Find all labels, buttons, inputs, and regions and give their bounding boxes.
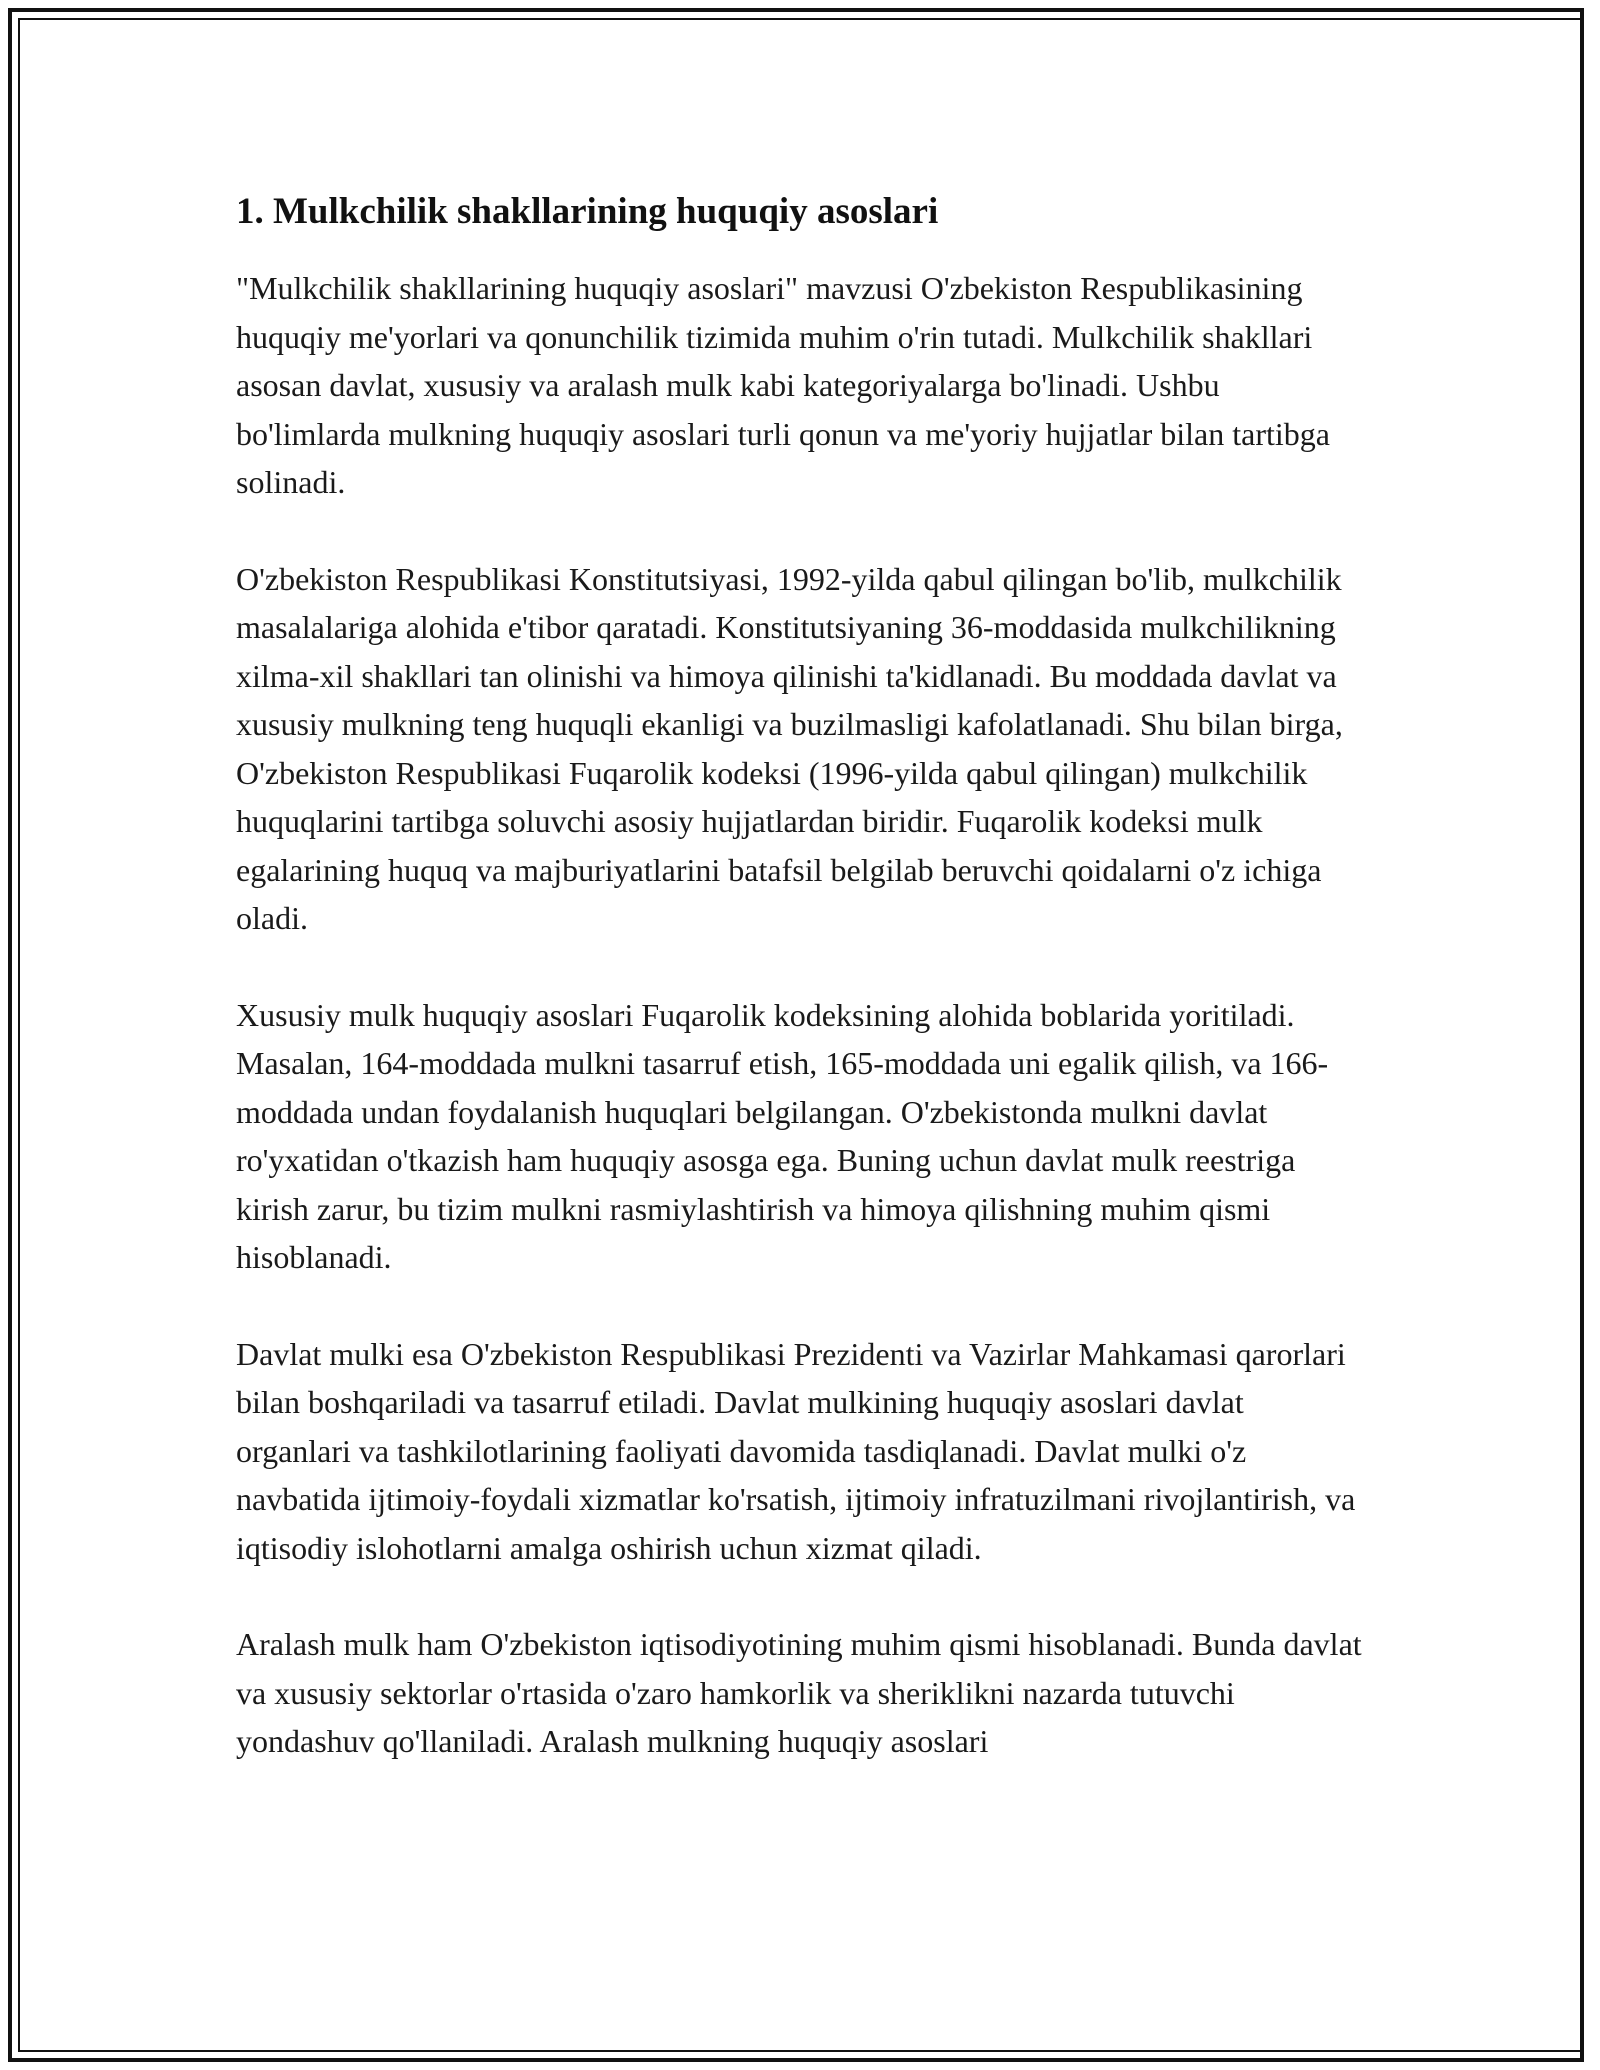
document-body — [236, 186, 1366, 1814]
paragraph-intro: "Mulkchilik shakllarining huquqiy asoslari" mavzusi O'zbekiston Respublikasining huquqiy me'yorlari va qonunchilik tizimida muhim o'rin tutadi. Mulkchilik shakllari asosan davlat, xususiy va aralash mulk kabi kategoriyalarga bo'linadi. Ushbu bo'limlarda mulkning huquqiy asoslari turli qonun va me'yoriy hujjatlar bilan tartibga solinadi. — [236, 270, 1330, 500]
section-heading: 1. Mulkchilik shakllarining huquqiy asoslari — [236, 191, 939, 232]
paragraph-constitution: O'zbekiston Respublikasi Konstitutsiyasi, 1992-yilda qabul qilingan bo'lib, mulkchilik masalalariga alohida e'tibor qaratadi. Konstitutsiyaning 36-moddasida mulkchilikning xilma-xil shakllari tan olinishi va himoya qilinishi ta'kidlanadi. Bu moddada davlat va xususiy mulkning teng huquqli ekanligi va buzilmasligi kafolatlanadi. Shu bilan birga, O'zbekiston Respublikasi Fuqarolik kodeksi (1996-yilda qabul qilingan) mulkchilik huquqlarini tartibga soluvchi asosiy hujjatlardan biridir. Fuqarolik kodeksi mulk egalarining huquq va majburiyatlarini batafsil belgilab beruvchi qoidalarni o'z ichiga oladi. — [236, 560, 1343, 936]
paragraph-private-property: Xususiy mulk huquqiy asoslari Fuqarolik kodeksining alohida boblarida yoritiladi. Masalan, 164-moddada mulkni tasarruf etish, 165-moddada uni egalik qilish, va 166-moddada undan foydalanish huquqlari belgilangan. O'zbekistonda mulkni davlat ro'yxatidan o'tkazish ham huquqiy asosga ega. Buning uchun davlat mulk reestriga kirish zarur, bu tizim mulkni rasmiylashtirish va himoya qilishning muhim qismi hisoblanadi. — [236, 996, 1329, 1275]
paragraph-state-property: Davlat mulki esa O'zbekiston Respublikasi Prezidenti va Vazirlar Mahkamasi qarorlari bilan boshqariladi va tasarruf etiladi. Davlat mulkining huquqiy asoslari davlat organlari va tashkilotlarining faoliyati davomida tasdiqlanadi. Davlat mulki o'z navbatida ijtimoiy-foydali xizmatlar ko'rsatish, ijtimoiy infratuzilmani rivojlantirish, va iqtisodiy islohotlarni amalga oshirish uchun xizmat qiladi. — [236, 1335, 1356, 1566]
paragraph-mixed-property: Aralash mulk ham O'zbekiston iqtisodiyotining muhim qismi hisoblanadi. Bunda davlat va xususiy sektorlar o'rtasida o'zaro hamkorlik va sheriklikni nazarda tutuvchi yondashuv qo'llaniladi. Aralash mulkning huquqiy asoslari — [236, 1626, 1362, 1759]
